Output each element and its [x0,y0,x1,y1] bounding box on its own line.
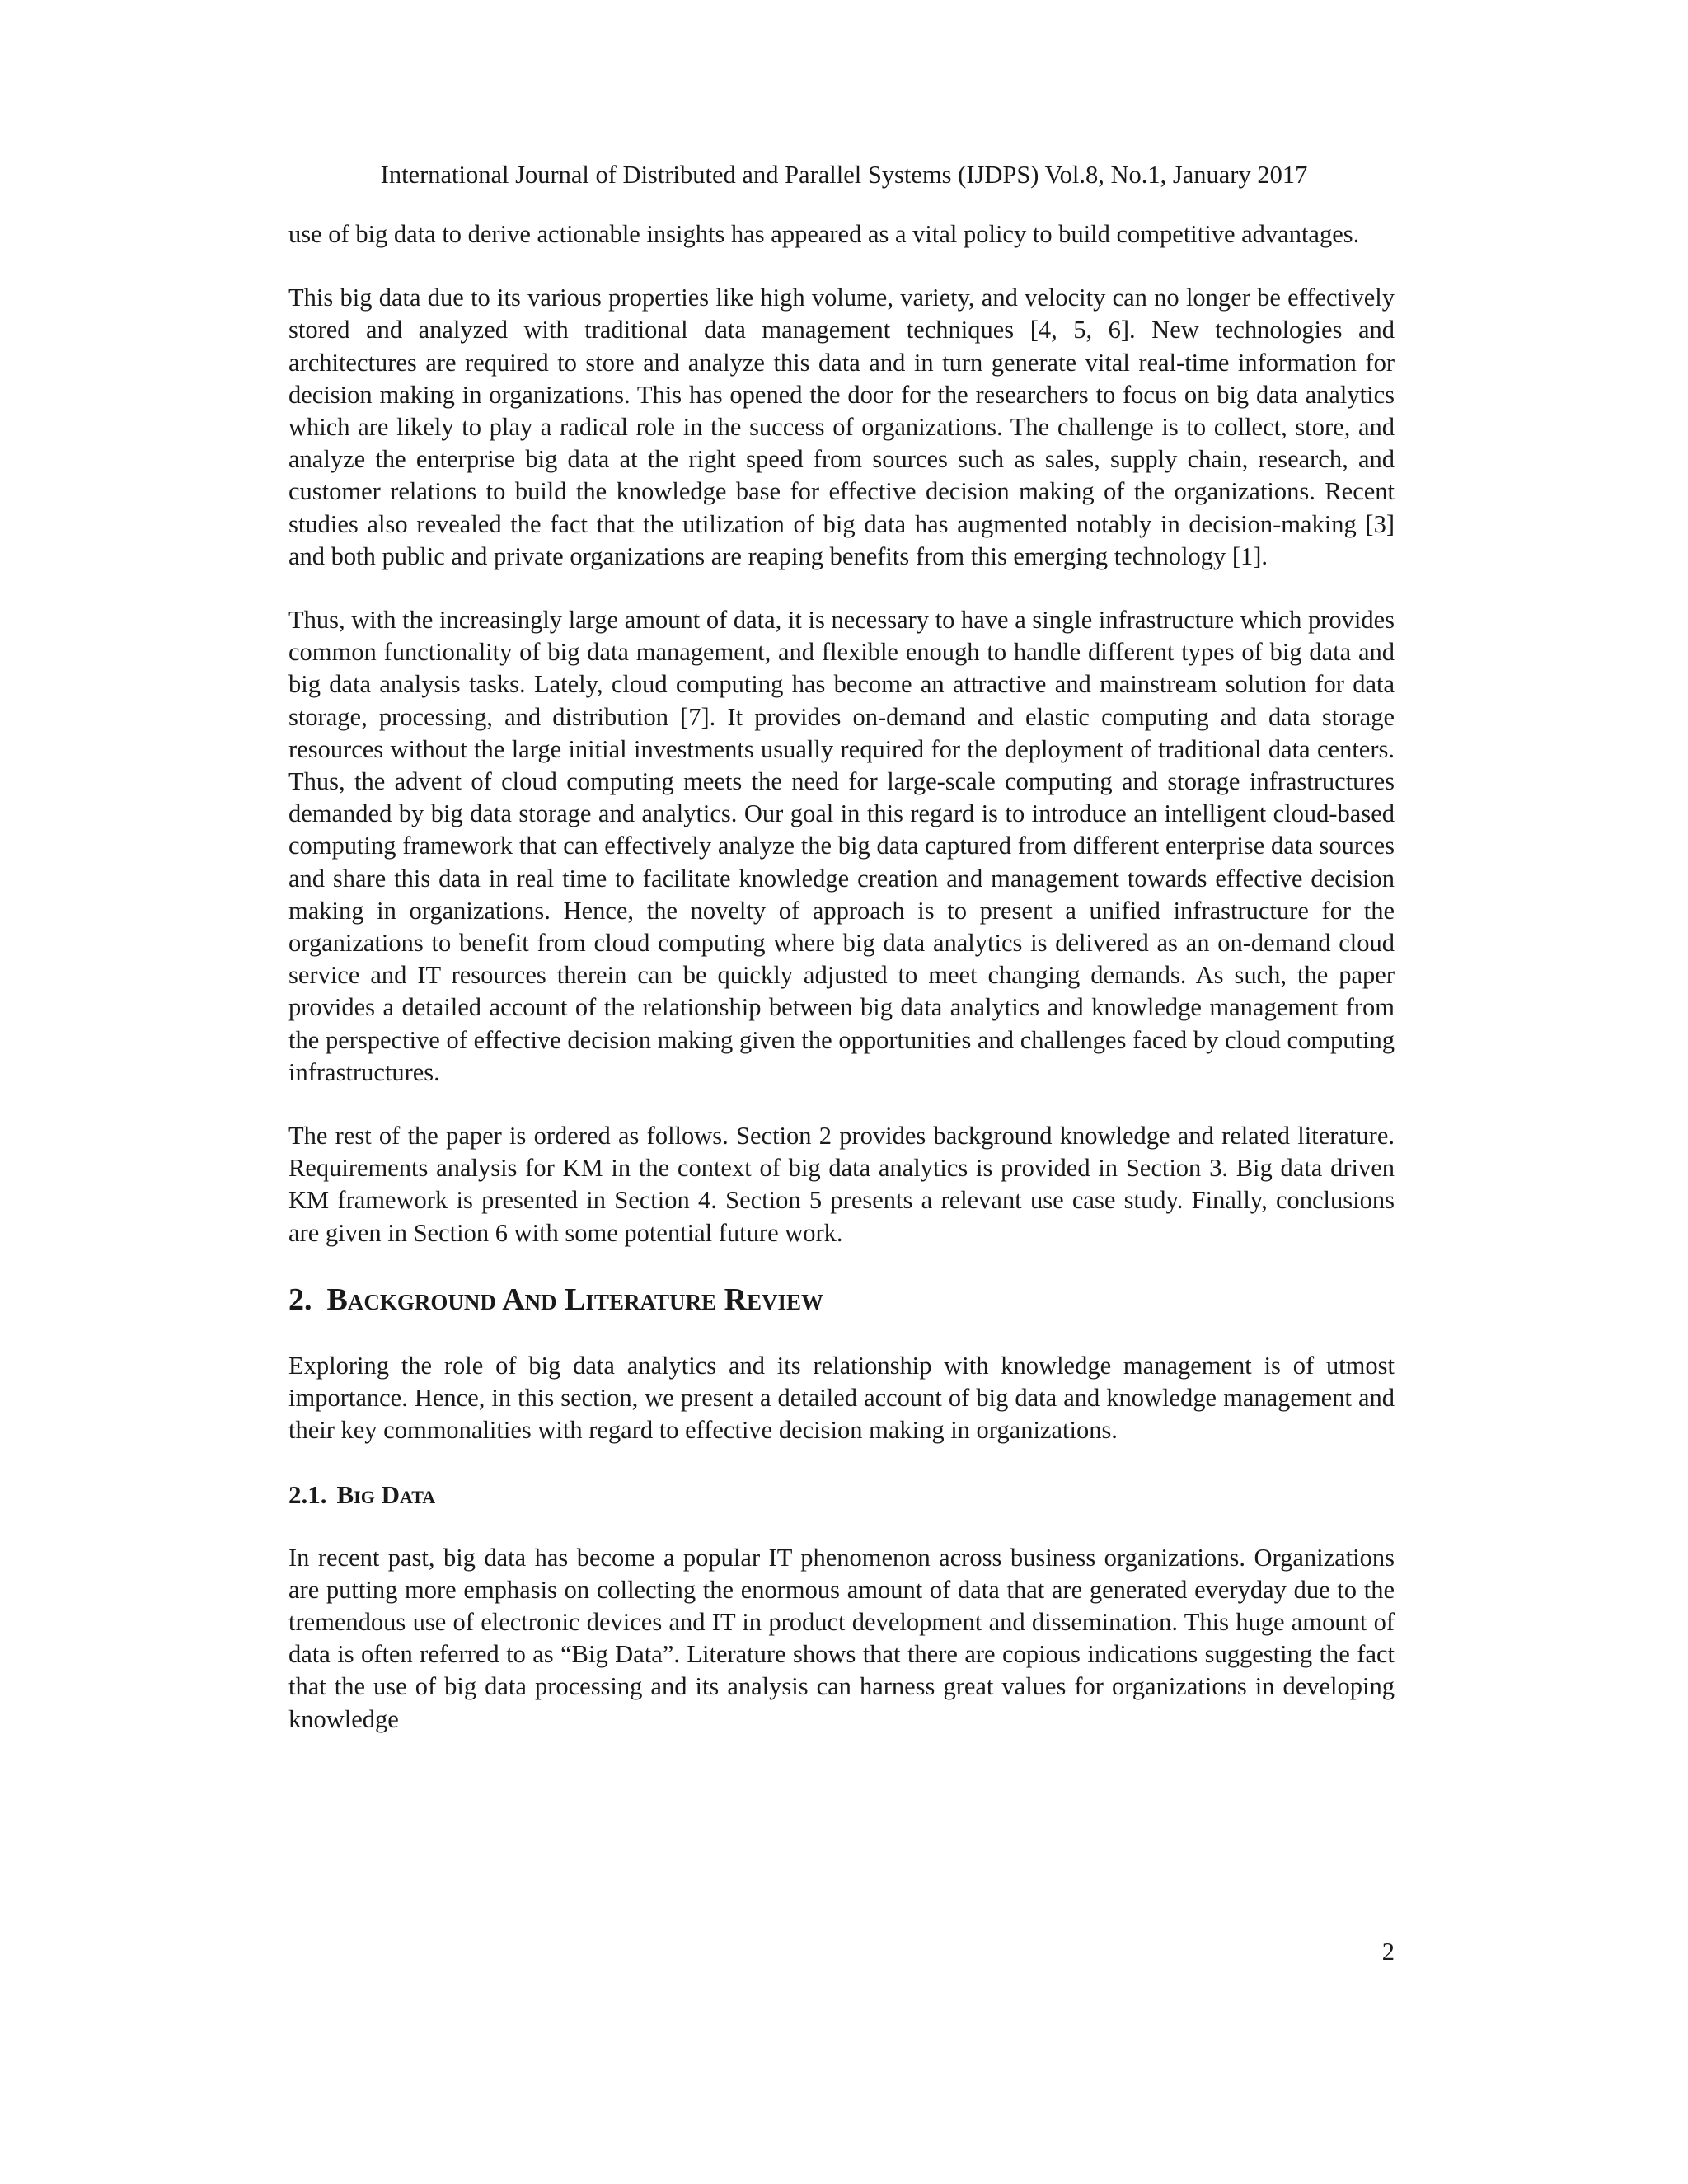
subsection-title: Big Data [336,1479,436,1509]
section-heading-background [288,1281,1395,1319]
paragraph-paper-organization: The rest of the paper is ordered as follows. Section 2 provides background knowledge and related literature. Requirements analysis for KM in the context of big data analytics is provided in Section 3. Big data driven KM framework is presented in Section 4. Section 5 presents a relevant use case study. Finally, conclusions are given in Section 6 with some potential future work. [288,1122,1395,1247]
paragraph-continuation: use of big data to derive actionable insights has appeared as a vital policy to build competitive advantages. [288,220,1360,248]
paragraph-cloud-infrastructure: Thus, with the increasingly large amount of data, it is necessary to have a single infrastructure which provides common functionality of big data management, and flexible enough to handle different types of big data and big data analysis tasks. Lately, cloud computing has become an attractive and mainstream solution for data storage, processing, and distribution [7]. It provides on-demand and elastic computing and data storage resources without the large initial investments usually required for the deployment of traditional data centers. Thus, the advent of cloud computing meets the need for large-scale computing and storage infrastructures demanded by big data storage and analytics. Our goal in this regard is to introduce an intelligent cloud-based computing framework that can effectively analyze the big data captured from different enterprise data sources and share this data in real time to facilitate knowledge creation and management towards effective decision making in organizations. Hence, the novelty of approach is to present a unified infrastructure for the organizations to benefit from cloud computing where big data analytics is delivered as an on-demand cloud service and IT resources therein can be quickly adjusted to meet changing demands. As such, the paper provides a detailed account of the relationship between big data analytics and knowledge management from the perspective of effective decision making given the opportunities and challenges faced by cloud computing infrastructures. [288,606,1395,1086]
subsection-number: 2.1. [288,1479,327,1509]
running-header: International Journal of Distributed and Parallel Systems (IJDPS) Vol.8, No.1, January 2017 [380,161,1308,189]
paragraph-big-data-definition: In recent past, big data has become a popular IT phenomenon across business organizations. Organizations are putting more emphasis on collecting the enormous amount of data that are generated everyday due to the tremendous use of electronic devices and IT in product development and dissemination. This huge amount of data is often referred to as “Big Data”. Literature shows that there are copious indications suggesting the fact that the use of big data processing and its analysis can harness great values for organizations in developing knowledge [288,1543,1395,1733]
section-title: Background And Literature Review [326,1282,824,1317]
body-text [288,218,1395,1767]
subsection-heading-big-data [288,1479,1395,1511]
paragraph-section-intro: Exploring the role of big data analytics and its relationship with knowledge management is of utmost importance. Hence, in this section, we present a detailed account of big data and knowledge management and their key commonalities with regard to effective decision making in organizations. [288,1351,1395,1445]
page-number: 2 [1381,1938,1395,1966]
section-number: 2. [288,1282,312,1317]
paragraph-big-data-properties: This big data due to its various properties like high volume, variety, and velocity can no longer be effectively stored and analyzed with traditional data management techniques [4, 5, 6]. New technologies and architectures are required to store and analyze this data and in turn generate vital real-time information for decision making in organizations. This has opened the door for the researchers to focus on big data analytics which are likely to play a radical role in the success of organizations. The challenge is to collect, store, and analyze the enterprise big data at the right speed from sources such as sales, supply chain, research, and customer relations to build the knowledge base for effective decision making of the organizations. Recent studies also revealed the fact that the utilization of big data has augmented notably in decision-making [3] and both public and private organizations are reaping benefits from this emerging technology [1]. [288,284,1395,570]
